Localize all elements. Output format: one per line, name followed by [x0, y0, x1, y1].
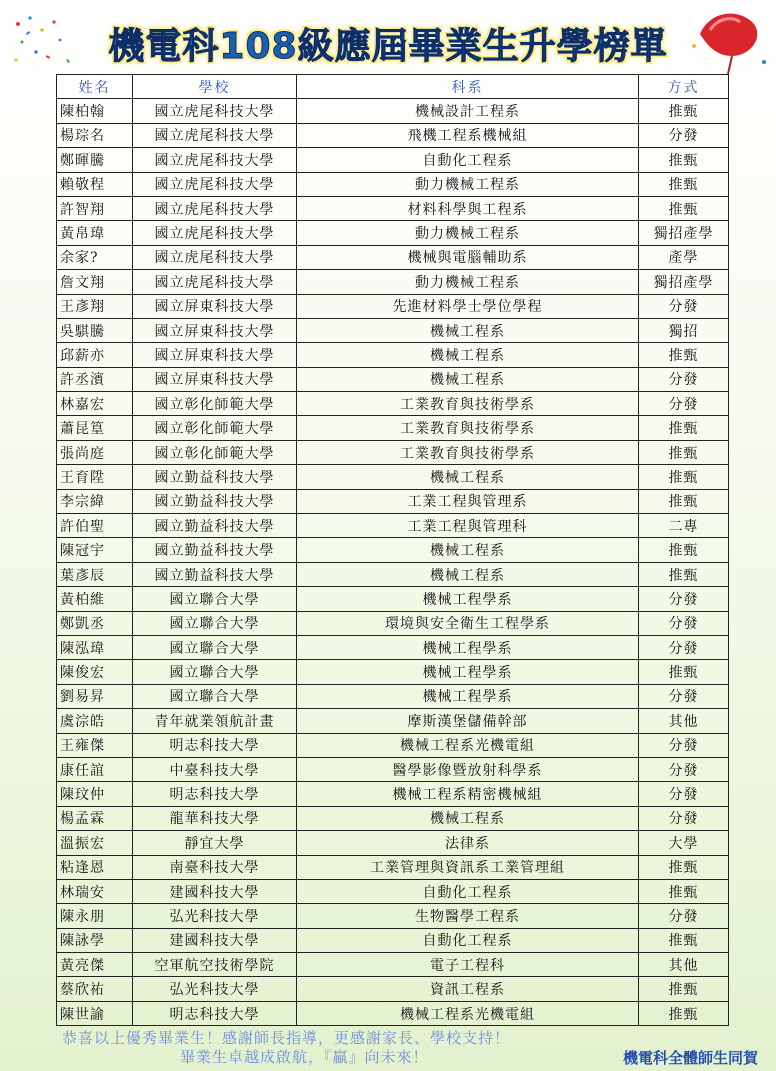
cell-dept: 機械工程系 — [297, 318, 639, 342]
cell-school: 空軍航空技術學院 — [133, 953, 297, 977]
table-row — [57, 757, 729, 781]
table-row — [57, 392, 729, 416]
table-row — [57, 196, 729, 220]
cell-school: 國立虎尾科技大學 — [133, 148, 297, 172]
cell-dept: 工業教育與技術學系 — [297, 392, 639, 416]
cell-name: 楊孟霖 — [57, 806, 133, 830]
cell-method: 分發 — [639, 782, 729, 806]
admission-table — [56, 74, 729, 1026]
cell-school: 南臺科技大學 — [133, 855, 297, 879]
table-row — [57, 562, 729, 586]
cell-dept: 動力機械工程系 — [297, 172, 639, 196]
table-row — [57, 318, 729, 342]
cell-method: 分發 — [639, 684, 729, 708]
cell-dept: 機械工程系 — [297, 343, 639, 367]
cell-method: 分發 — [639, 806, 729, 830]
cell-school: 國立屏東科技大學 — [133, 343, 297, 367]
table-row — [57, 148, 729, 172]
cell-method: 分發 — [639, 635, 729, 659]
cell-method: 分發 — [639, 367, 729, 391]
cell-name: 賴敬程 — [57, 172, 133, 196]
cell-dept: 醫學影像暨放射科學系 — [297, 757, 639, 781]
cell-dept: 電子工程科 — [297, 953, 639, 977]
table-row — [57, 514, 729, 538]
cell-school: 建國科技大學 — [133, 879, 297, 903]
cell-method: 分發 — [639, 733, 729, 757]
cell-name: 陳泓瑋 — [57, 635, 133, 659]
table-row — [57, 245, 729, 269]
cell-method: 分發 — [639, 392, 729, 416]
cell-school: 國立彰化師範大學 — [133, 416, 297, 440]
cell-dept: 先進材料學士學位學程 — [297, 294, 639, 318]
cell-method: 推甄 — [639, 489, 729, 513]
cell-method: 推甄 — [639, 928, 729, 952]
cell-dept: 工業管理與資訊系工業管理組 — [297, 855, 639, 879]
cell-dept: 動力機械工程系 — [297, 221, 639, 245]
cell-school: 弘光科技大學 — [133, 904, 297, 928]
cell-dept: 資訊工程系 — [297, 977, 639, 1001]
cell-dept: 工業教育與技術學系 — [297, 440, 639, 464]
table-row — [57, 1001, 729, 1025]
cell-method: 分發 — [639, 587, 729, 611]
cell-school: 國立屏東科技大學 — [133, 294, 297, 318]
cell-name: 邱薪亦 — [57, 343, 133, 367]
table-row — [57, 782, 729, 806]
cell-name: 蔡欣祐 — [57, 977, 133, 1001]
cell-school: 明志科技大學 — [133, 782, 297, 806]
cell-name: 鄭暉騰 — [57, 148, 133, 172]
cell-school: 國立勤益科技大學 — [133, 465, 297, 489]
cell-name: 王雍傑 — [57, 733, 133, 757]
cell-dept: 自動化工程系 — [297, 148, 639, 172]
table-row — [57, 611, 729, 635]
cell-name: 許丞濱 — [57, 367, 133, 391]
cell-name: 王育陞 — [57, 465, 133, 489]
cell-dept: 機械設計工程系 — [297, 99, 639, 123]
cell-method: 分發 — [639, 757, 729, 781]
cell-name: 虞淙皓 — [57, 709, 133, 733]
cell-name: 楊琮名 — [57, 123, 133, 147]
table-row — [57, 928, 729, 952]
cell-name: 蕭昆篁 — [57, 416, 133, 440]
cell-school: 建國科技大學 — [133, 928, 297, 952]
cell-name: 陳玟仲 — [57, 782, 133, 806]
cell-dept: 機械工程學系 — [297, 587, 639, 611]
cell-name: 粘逢恩 — [57, 855, 133, 879]
table-row — [57, 343, 729, 367]
cell-dept: 機械工程系 — [297, 538, 639, 562]
table-row — [57, 709, 729, 733]
cell-school: 國立聯合大學 — [133, 660, 297, 684]
table-row — [57, 465, 729, 489]
cell-school: 國立虎尾科技大學 — [133, 123, 297, 147]
cell-method: 產學 — [639, 245, 729, 269]
cell-school: 國立勤益科技大學 — [133, 562, 297, 586]
cell-dept: 機械工程系 — [297, 562, 639, 586]
cell-dept: 生物醫學工程系 — [297, 904, 639, 928]
table-row — [57, 587, 729, 611]
table-row — [57, 635, 729, 659]
table-row — [57, 270, 729, 294]
table-row — [57, 660, 729, 684]
cell-dept: 工業工程與管理系 — [297, 489, 639, 513]
cell-method: 推甄 — [639, 416, 729, 440]
footer-signature: 機電科全體師生同賀 — [622, 1049, 758, 1067]
table-row — [57, 416, 729, 440]
cell-dept: 機械工程學系 — [297, 684, 639, 708]
cell-dept: 法律系 — [297, 831, 639, 855]
cell-school: 國立聯合大學 — [133, 611, 297, 635]
table-row — [57, 221, 729, 245]
cell-name: 詹文翔 — [57, 270, 133, 294]
table-row — [57, 294, 729, 318]
cell-method: 推甄 — [639, 977, 729, 1001]
cell-dept: 機械工程系 — [297, 806, 639, 830]
cell-name: 劉易昇 — [57, 684, 133, 708]
cell-method: 分發 — [639, 123, 729, 147]
footer-congrats: 恭喜以上優秀畢業生！感謝師長指導，更感謝家長、學校支持！ — [62, 1029, 511, 1047]
cell-name: 陳俊宏 — [57, 660, 133, 684]
cell-school: 國立屏東科技大學 — [133, 367, 297, 391]
table-row — [57, 367, 729, 391]
table-row — [57, 831, 729, 855]
table-row — [57, 806, 729, 830]
header-dept: 科系 — [297, 75, 639, 99]
cell-name: 溫振宏 — [57, 831, 133, 855]
cell-name: 陳詠學 — [57, 928, 133, 952]
footer — [0, 1027, 776, 1071]
cell-name: 李宗緯 — [57, 489, 133, 513]
cell-name: 黃柏維 — [57, 587, 133, 611]
table-row — [57, 733, 729, 757]
cell-school: 國立虎尾科技大學 — [133, 196, 297, 220]
cell-method: 推甄 — [639, 465, 729, 489]
table-header-row — [57, 75, 729, 99]
table-row — [57, 489, 729, 513]
cell-method: 推甄 — [639, 1001, 729, 1025]
cell-school: 國立彰化師範大學 — [133, 392, 297, 416]
cell-school: 國立虎尾科技大學 — [133, 245, 297, 269]
cell-name: 王彥翔 — [57, 294, 133, 318]
cell-dept: 機械工程學系 — [297, 660, 639, 684]
cell-method: 推甄 — [639, 538, 729, 562]
table-row — [57, 855, 729, 879]
cell-dept: 摩斯漢堡儲備幹部 — [297, 709, 639, 733]
cell-method: 推甄 — [639, 855, 729, 879]
cell-school: 明志科技大學 — [133, 1001, 297, 1025]
cell-method: 獨招產學 — [639, 221, 729, 245]
cell-school: 青年就業領航計畫 — [133, 709, 297, 733]
cell-method: 推甄 — [639, 99, 729, 123]
cell-method: 推甄 — [639, 562, 729, 586]
cell-school: 國立虎尾科技大學 — [133, 172, 297, 196]
cell-dept: 機械工程系 — [297, 367, 639, 391]
cell-dept: 機械工程學系 — [297, 635, 639, 659]
cell-school: 龍華科技大學 — [133, 806, 297, 830]
cell-school: 國立屏東科技大學 — [133, 318, 297, 342]
cell-name: 黃亮傑 — [57, 953, 133, 977]
cell-school: 國立勤益科技大學 — [133, 489, 297, 513]
cell-method: 推甄 — [639, 343, 729, 367]
cell-dept: 工業教育與技術學系 — [297, 416, 639, 440]
cell-school: 國立虎尾科技大學 — [133, 270, 297, 294]
cell-method: 獨招 — [639, 318, 729, 342]
footer-motto: 畢業生卓越成啟航，『贏』向未來！ — [180, 1048, 429, 1066]
cell-dept: 動力機械工程系 — [297, 270, 639, 294]
table-row — [57, 99, 729, 123]
cell-dept: 自動化工程系 — [297, 879, 639, 903]
cell-school: 國立聯合大學 — [133, 587, 297, 611]
table-row — [57, 538, 729, 562]
cell-name: 許智翔 — [57, 196, 133, 220]
cell-method: 分發 — [639, 904, 729, 928]
cell-school: 國立勤益科技大學 — [133, 514, 297, 538]
cell-name: 余家? — [57, 245, 133, 269]
title-banner — [0, 18, 776, 74]
cell-school: 國立聯合大學 — [133, 684, 297, 708]
cell-method: 其他 — [639, 709, 729, 733]
cell-name: 陳永朋 — [57, 904, 133, 928]
cell-name: 林嘉宏 — [57, 392, 133, 416]
cell-dept: 環境與安全衛生工程學系 — [297, 611, 639, 635]
cell-name: 陳世諭 — [57, 1001, 133, 1025]
table-row — [57, 977, 729, 1001]
cell-school: 明志科技大學 — [133, 733, 297, 757]
cell-name: 許伯聖 — [57, 514, 133, 538]
cell-name: 黃帛瑋 — [57, 221, 133, 245]
cell-school: 靜宜大學 — [133, 831, 297, 855]
cell-school: 國立虎尾科技大學 — [133, 221, 297, 245]
cell-name: 吳騏騰 — [57, 318, 133, 342]
cell-name: 張尚庭 — [57, 440, 133, 464]
cell-name: 葉彥辰 — [57, 562, 133, 586]
cell-name: 康任誼 — [57, 757, 133, 781]
cell-dept: 機械工程系光機電組 — [297, 1001, 639, 1025]
cell-dept: 機械工程系精密機械組 — [297, 782, 639, 806]
cell-dept: 機械工程系 — [297, 465, 639, 489]
cell-method: 推甄 — [639, 879, 729, 903]
table-row — [57, 879, 729, 903]
cell-name: 陳柏翰 — [57, 99, 133, 123]
table-body — [57, 99, 729, 1026]
cell-method: 推甄 — [639, 148, 729, 172]
cell-name: 鄭凱丞 — [57, 611, 133, 635]
cell-name: 林瑞安 — [57, 879, 133, 903]
table-row — [57, 953, 729, 977]
cell-school: 國立勤益科技大學 — [133, 538, 297, 562]
cell-method: 分發 — [639, 294, 729, 318]
table-row — [57, 172, 729, 196]
cell-dept: 工業工程與管理科 — [297, 514, 639, 538]
cell-school: 國立虎尾科技大學 — [133, 99, 297, 123]
cell-method: 推甄 — [639, 440, 729, 464]
cell-method: 其他 — [639, 953, 729, 977]
cell-method: 推甄 — [639, 196, 729, 220]
cell-dept: 飛機工程系機械組 — [297, 123, 639, 147]
cell-method: 分發 — [639, 611, 729, 635]
page-title: 機電科108級應屆畢業生升學榜單 — [108, 26, 668, 67]
cell-school: 國立聯合大學 — [133, 635, 297, 659]
cell-dept: 自動化工程系 — [297, 928, 639, 952]
header-method: 方式 — [639, 75, 729, 99]
cell-name: 陳冠宇 — [57, 538, 133, 562]
cell-method: 推甄 — [639, 172, 729, 196]
header-school: 學校 — [133, 75, 297, 99]
cell-school: 弘光科技大學 — [133, 977, 297, 1001]
cell-method: 大學 — [639, 831, 729, 855]
table-row — [57, 684, 729, 708]
cell-dept: 機械與電腦輔助系 — [297, 245, 639, 269]
table-row — [57, 440, 729, 464]
table-row — [57, 123, 729, 147]
cell-method: 獨招產學 — [639, 270, 729, 294]
table-row — [57, 904, 729, 928]
cell-dept: 材料科學與工程系 — [297, 196, 639, 220]
cell-dept: 機械工程系光機電組 — [297, 733, 639, 757]
cell-school: 中臺科技大學 — [133, 757, 297, 781]
cell-method: 二專 — [639, 514, 729, 538]
cell-method: 推甄 — [639, 660, 729, 684]
header-name: 姓名 — [57, 75, 133, 99]
cell-school: 國立彰化師範大學 — [133, 440, 297, 464]
